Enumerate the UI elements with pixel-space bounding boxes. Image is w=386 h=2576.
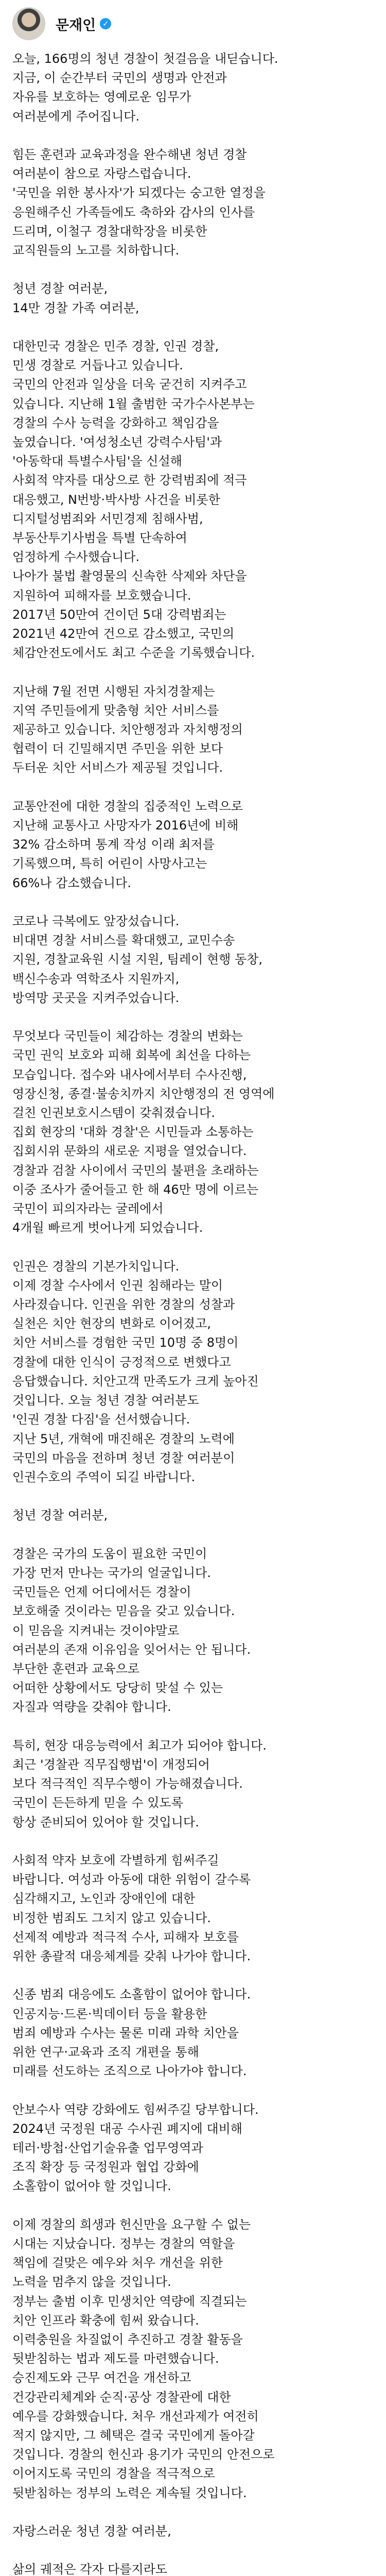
paragraph: 신종 범죄 대응에도 소홀함이 없어야 합니다. 인공지능·드론·빅데이터 등을 활용한 범죄 예방과 수사는 물론 미래 과학 치안을 위한 연구·교육과 조직 개편을 통해 미래를 선도하는 조직으로 나아가야 합니다. xyxy=(12,1987,251,2079)
author-avatar[interactable] xyxy=(12,7,45,40)
author-name-row xyxy=(56,14,111,34)
paragraph: 사회적 약자 보호에 각별하게 힘써주길 바랍니다. 여성과 아동에 대한 위험이 갈수록 심각해지고, 노인과 장애인에 대한 비정한 범죄도 그치지 않고 있습니다. 선제적 예방과 적극적 수사, 피해자 보호를 위한 총괄적 대응체계를 갖춰 나가야 합니다. xyxy=(12,1853,251,1963)
paragraph: 경찰은 국가의 도움이 필요한 국민이 가장 먼저 만나는 국가의 얼굴입니다. 국민들은 언제 어디에서든 경찰이 보호해줄 것이라는 믿음을 갖고 있습니다. 이 믿음을 지켜내는 것이야말로 여러분의 존재 이유임을 잊어서는 안 됩니다. 부단한 훈련과 교육으로 어떠한 상황에서도 당당히 맞설 수 있는 자질과 역량을 갖춰야 합니다. xyxy=(12,1546,251,1715)
paragraph: 이제 경찰의 희생과 헌신만을 요구할 수 없는 시대는 지났습니다. 정부는 경찰의 역할을 책임에 걸맞은 예우와 처우 개선을 위한 노력을 멈추지 않을 것입니다. 정부는 출범 이후 민생치안 역량에 직결되는 치안 인프라 확충에 힘써 왔습니다. 이력충원을 차질없이 추진하고 경찰 활동을 뒷받침하는 법과 제도를 마련했습니다. 승진제도와 근무 여건을 개선하고 건강관리체계와 순직·공상 경찰관에 대한 예우를 강화했습니다. 처우 개선과제가 여전히 적지 않지만, 그 혜택은 결국 국민에게 돌아갈 것입니다. 경찰의 헌신과 용기가 국민의 안전으로 이어지도록 국민의 경찰을 적극적으로 뒷받침하는 정부의 노력은 계속될 것입니다. xyxy=(12,2217,275,2500)
paragraph: 지난해 7월 전면 시행된 자치경찰제는 지역 주민들에게 맞춤형 치안 서비스를 제공하고 있습니다. 치안행정과 자치행정의 협력이 더 긴밀해지면 주민을 위한 보다 두터운 치안 서비스가 제공될 것입니다. xyxy=(12,684,243,775)
paragraph: 코로나 극복에도 앞장섰습니다. 비대면 경찰 서비스를 확대했고, 교민수송 지원, 경찰교육원 시설 지원, 팀레이 현행 동창, 백신수송과 역학조사 지원까지, 방역망 곳곳을 지켜주었습니다. xyxy=(12,914,262,1005)
paragraph: 인권은 경찰의 기본가치입니다. 이제 경찰 수사에서 인권 침해라는 말이 사라졌습니다. 인권을 위한 경찰의 성찰과 실천은 치안 현장의 변화로 이어졌고, 치안 서비스를 경험한 국민 10명 중 8명이 경찰에 대한 인식이 긍정적으로 변했다고 응답했습니다. 치안고객 만족도가 크게 높아진 것입니다. 오늘 청년 경찰 여러분도 '인권 경찰 다짐'을 선서했습니다. 지난 5년, 개혁에 매진해온 경찰의 노력에 국민의 마음을 전하며 청년 경찰 여러분이 인권수호의 주역이 되길 바랍니다. xyxy=(12,1259,259,1484)
author-name[interactable]: 문재인 xyxy=(56,17,96,33)
paragraph: 청년 경찰 여러분, xyxy=(12,1508,108,1523)
paragraph: 오늘, 166명의 청년 경찰이 첫걸음을 내딛습니다. 지금, 이 순간부터 국민의 생명과 안전과 자유를 보호하는 영예로운 임무가 여러분에게 주어집니다. xyxy=(12,52,278,124)
verified-badge-icon: ✓ xyxy=(100,18,111,29)
paragraph: 삶의 궤적은 각자 다를지라도 xyxy=(12,2562,168,2576)
paragraph: 자랑스러운 청년 경찰 여러분, xyxy=(12,2523,171,2538)
post-header xyxy=(0,0,386,40)
paragraph: 교통안전에 대한 경찰의 집중적인 노력으로 지난해 교통사고 사망자가 2016년에 비해 32% 감소하며 통계 작성 이래 최저를 기록했으며, 특히 어린이 사망사고는 66%나 감소했습니다. xyxy=(12,799,243,890)
paragraph: 무엇보다 국민들이 체감하는 경찰의 변화는 국민 권익 보호와 피해 회복에 최선을 다하는 모습입니다. 접수와 내사에서부터 수사진행, 영장신청, 종결·불송치까지 치안행정의 전 영역에 걸친 인권보호시스템이 갖춰졌습니다. 집회 현장의 '대화 경찰'은 시민들과 소통하는 집회시위 문화의 새로운 지평을 열었습니다. 경찰과 검찰 사이에서 국민의 불편을 초래하는 이중 조사가 줄어들고 한 해 46만 명에 이르는 국민이 피의자라는 굴레에서 4개월 빠르게 벗어나게 되었습니다. xyxy=(12,1029,275,1235)
paragraph: 안보수사 역량 강화에도 힘써주길 당부합니다. 2024년 국정원 대공 수사권 폐지에 대비해 테러·방첩·산업기술유출 업무영역과 조직 확장 등 국정원과 협업 강화에 소홀함이 없어야 할 것입니다. xyxy=(12,2102,259,2194)
paragraph: 청년 경찰 여러분, 14만 경찰 가족 여러분, xyxy=(12,281,139,315)
post-body xyxy=(0,40,386,2576)
paragraph: 힘든 훈련과 교육과정을 완수해낸 청년 경찰 여러분이 참으로 자랑스럽습니다. '국민을 위한 봉사자'가 되겠다는 숭고한 열정을 응원해주신 가족들에도 축하와 감사의 인사를 드리며, 이철구 경찰대학장을 비롯한 교직원들의 노고를 치하합니다. xyxy=(12,147,266,258)
paragraph: 대한민국 경찰은 민주 경찰, 인권 경찰, 민생 경찰로 거듭나고 있습니다. 국민의 안전과 일상을 더욱 굳건히 지켜주고 있습니다. 지난해 1월 출범한 국가수사본부는 경찰의 수사 능력을 강화하고 책임감을 높였습니다. '여성청소년 강력수사팀'과 '아동학대 특별수사팀'을 신설해 사회적 약자를 대상으로 한 강력범죄에 적극 대응했고, N번방·박사방 사건을 비롯한 디지털성범죄와 서민경제 침해사범, 부동산투기사범을 특별 단속하여 엄정하게 수사했습니다. 나아가 불법 촬영물의 신속한 삭제와 차단을 지원하여 피해자를 보호했습니다. 2017년 50만여 건이던 5대 강력범죄는 2021년 42만여 건으로 감소했고, 국민의 체감안전도에서도 최고 수준을 기록했습니다. xyxy=(12,339,255,660)
paragraph: 특히, 현장 대응능력에서 최고가 되어야 합니다. 최근 '경찰관 직무집행법'이 개정되어 보다 적극적인 직무수행이 가능해졌습니다. 국민이 든든하게 믿을 수 있도록 항상 준비되어 있어야 할 것입니다. xyxy=(12,1738,267,1829)
